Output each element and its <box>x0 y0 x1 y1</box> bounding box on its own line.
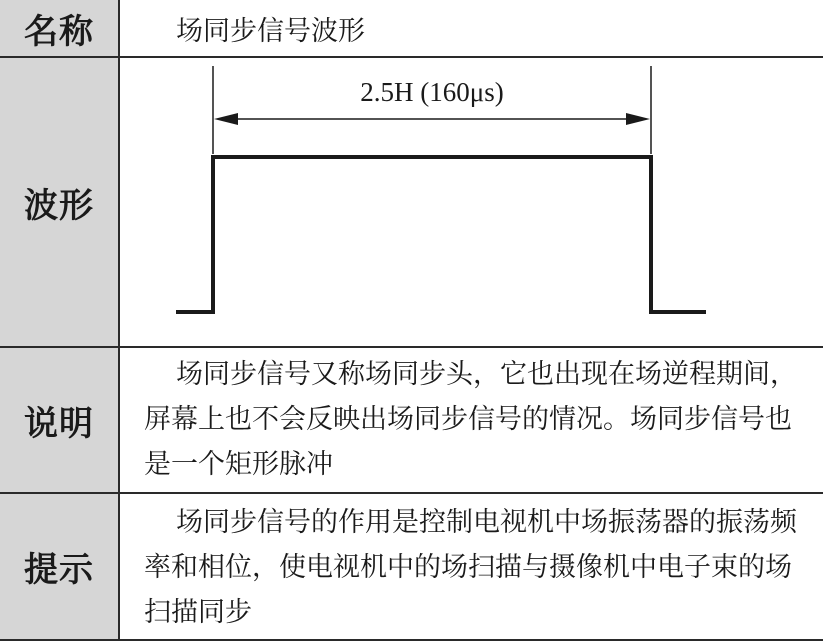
pulse-waveform <box>176 157 706 312</box>
row-name <box>0 0 823 56</box>
row-tip <box>0 494 823 639</box>
description-cell <box>120 348 823 492</box>
divider-bottom <box>0 639 823 641</box>
name-value: 场同步信号波形 <box>176 15 365 47</box>
waveform-diagram <box>120 58 823 346</box>
tip-cell <box>120 494 823 639</box>
label-name: 名称 <box>0 0 120 56</box>
arrow-left-icon <box>214 113 238 125</box>
description-text: 场同步信号又称场同步头，它也出现在场逆程期间，屏幕上也不会反映出场同步信号的情况。场同步信号也是一个矩形脉冲 <box>144 359 797 480</box>
row-description <box>0 348 823 492</box>
tip-text: 场同步信号的作用是控制电视机中场振荡器的振荡频率和相位，使电视机中的场扫描与摄像机中电子束的场扫描同步 <box>144 507 797 628</box>
label-tip: 提示 <box>0 494 120 639</box>
duration-annotation: 2.5H (160μs) <box>360 77 504 107</box>
arrow-right-icon <box>626 113 650 125</box>
name-cell <box>120 0 823 56</box>
waveform-cell <box>120 58 823 346</box>
label-waveform: 波形 <box>0 58 120 346</box>
label-description: 说明 <box>0 348 120 492</box>
row-waveform <box>0 58 823 346</box>
